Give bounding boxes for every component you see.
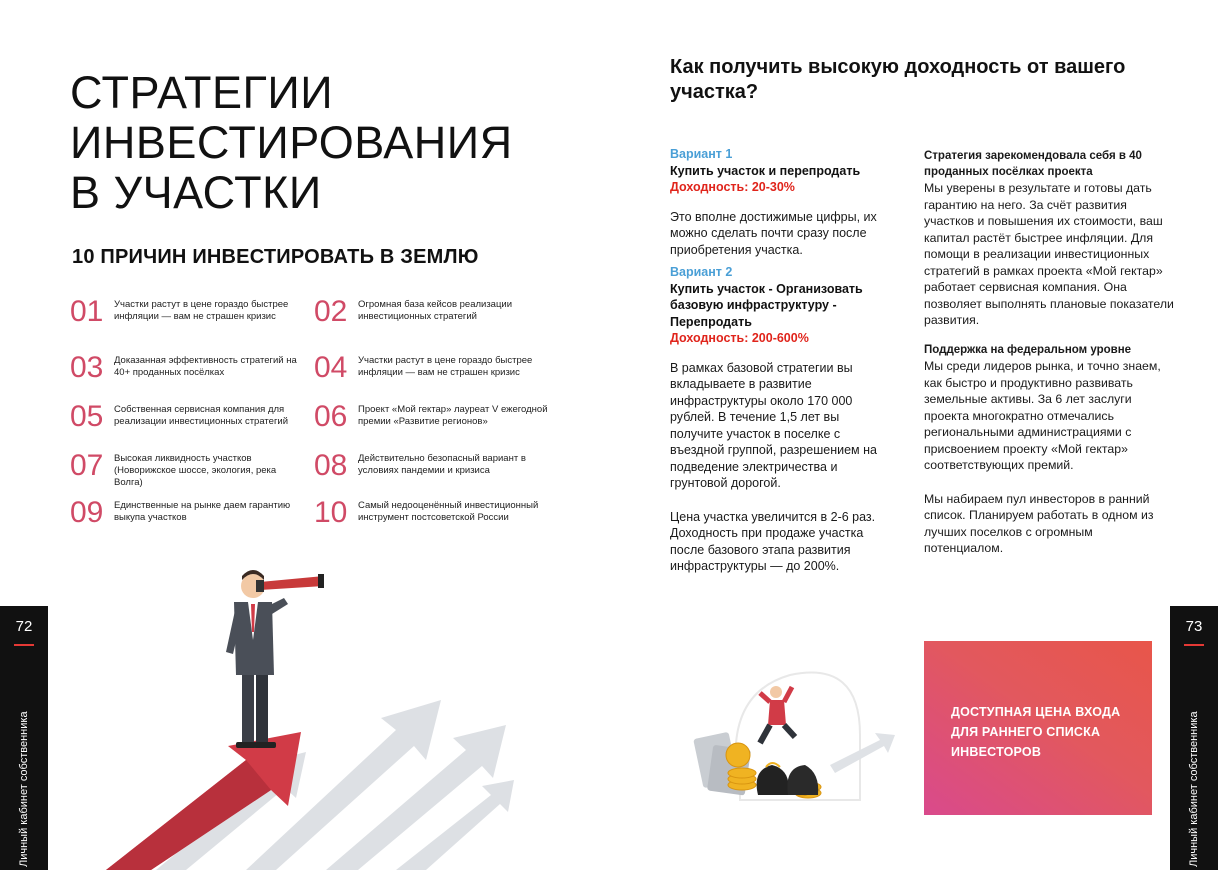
variants-column (670, 146, 895, 575)
cta-text: ДОСТУПНАЯ ЦЕНА ВХОДА ДЛЯ РАННЕГО СПИСКА ИНВЕСТОРОВ (951, 705, 1121, 759)
reason-number: 07 (70, 449, 104, 482)
page-title (70, 68, 590, 218)
right-side-tab (1170, 606, 1218, 870)
reason-text: Участки растут в цене гораздо быстрее инфляции — вам не страшен кризис (114, 299, 289, 322)
reason-number: 01 (70, 295, 104, 328)
reason-text: Собственная сервисная компания для реализации инвестиционных стратегий (114, 404, 289, 427)
variant2-text1: В рамках базовой стратегии вы вкладываете в развитие инфраструктуры около 170 000 рублей. В течение 1,5 лет вы получите участок в поселке с въездной группой, разрешением на подведение электричества и грунтовой дорогой. (670, 360, 877, 490)
title-line-2: ИНВЕСТИРОВАНИЯ (70, 117, 513, 168)
variant1-title: Купить участок и перепродать (670, 163, 861, 178)
variant2-yield: Доходность: 200-600% (670, 331, 809, 345)
reason-item (314, 295, 554, 349)
variant1-label: Вариант 1 (670, 147, 733, 161)
reason-item (314, 400, 554, 454)
variant1-yield: Доходность: 20-30% (670, 180, 795, 194)
cta-banner[interactable] (924, 641, 1152, 815)
reason-item (70, 400, 310, 454)
side-label: Личный кабинет собственника (1188, 711, 1200, 867)
title-line-3: В УЧАСТКИ (70, 167, 322, 218)
reason-text: Доказанная эффективность стратегий на 40+ проданных посёлках (114, 355, 297, 378)
left-side-tab (0, 606, 48, 870)
tab-rule (1184, 644, 1204, 646)
reason-item (70, 496, 310, 550)
reasons-heading: 10 ПРИЧИН ИНВЕСТИРОВАТЬ В ЗЕМЛЮ (72, 246, 479, 268)
benefit1-text: Мы уверены в результате и готовы дать гарантию на него. За счёт развития участков и повышения их стоимости, ваш капитал растёт быстрее инфляции. Для помощи в реализации инвестиционных стратегий в рамках проекта «Мой гектар» работает сервисная компания. Она позволяет выполнять плановые показатели развития. (924, 181, 1174, 327)
reason-item (314, 449, 554, 503)
variant1-text: Это вполне достижимые цифры, их можно сделать почти сразу после приобретения участка. (670, 209, 877, 257)
reason-number: 08 (314, 449, 348, 482)
reason-number: 05 (70, 400, 104, 433)
reason-text: Самый недооценённый инвестиционный инструмент постсоветской России (358, 500, 539, 523)
reason-item (314, 351, 554, 405)
reason-text: Действительно безопасный вариант в условиях пандемии и кризиса (358, 453, 526, 476)
reason-item (314, 496, 554, 550)
jumping-man (760, 686, 795, 743)
reason-text: Участки растут в цене гораздо быстрее инфляции — вам не страшен кризис (358, 355, 533, 378)
variant2-text2: Цена участка увеличится в 2-6 раз. Доходность при продаже участка после базового этапа развития инфраструктуры — до 200%. (670, 509, 876, 573)
tab-rule (14, 644, 34, 646)
reason-item (70, 351, 310, 405)
reason-number: 04 (314, 351, 348, 384)
reason-text: Огромная база кейсов реализации инвестиционных стратегий (358, 299, 513, 322)
reason-item (70, 295, 310, 349)
right-page-title: Как получить высокую доходность от вашего участка? (670, 56, 1126, 103)
side-label: Личный кабинет собственника (18, 711, 30, 867)
reason-number: 03 (70, 351, 104, 384)
page-number: 73 (1185, 618, 1203, 635)
benefit2-text: Мы среди лидеров рынка, и точно знаем, как быстро и продуктивно развивать земельные активы. За 6 лет заслуги проекта многократно отмечались региональными администрациями с присвоением проекту «Мой гектар» соответствующих премий. (924, 359, 1161, 472)
businessman-figure (226, 570, 324, 748)
variant2-title: Купить участок - Организовать базовую инфраструктуру - Перепродать (670, 281, 863, 329)
reason-number: 09 (70, 496, 104, 529)
coins-illustration (680, 655, 910, 805)
reason-item (70, 449, 310, 503)
variant2-label: Вариант 2 (670, 265, 733, 279)
benefit2-heading: Поддержка на федеральном уровне (924, 343, 1132, 356)
benefits-column (924, 148, 1174, 557)
reason-number: 10 (314, 496, 348, 529)
reason-text: Проект «Мой гектар» лауреат V ежегодной премии «Развитие регионов» (358, 404, 548, 427)
reason-text: Высокая ликвидность участков (Новорижское шоссе, экология, река Волга) (114, 453, 277, 488)
reason-number: 06 (314, 400, 348, 433)
businessman-arrows-illustration (96, 560, 516, 870)
benefit1-heading: Стратегия зарекомендовала себя в 40 проданных посёлках проекта (924, 150, 1142, 178)
reason-text: Единственные на рынке даем гарантию выкупа участков (114, 500, 291, 523)
title-line-1: СТРАТЕГИИ (70, 67, 334, 118)
page-number: 72 (15, 618, 33, 635)
benefit3-text: Мы набираем пул инвесторов в ранний список. Планируем работать в одном из лучших поселков с огромным потенциалом. (924, 491, 1154, 555)
reason-number: 02 (314, 295, 348, 328)
